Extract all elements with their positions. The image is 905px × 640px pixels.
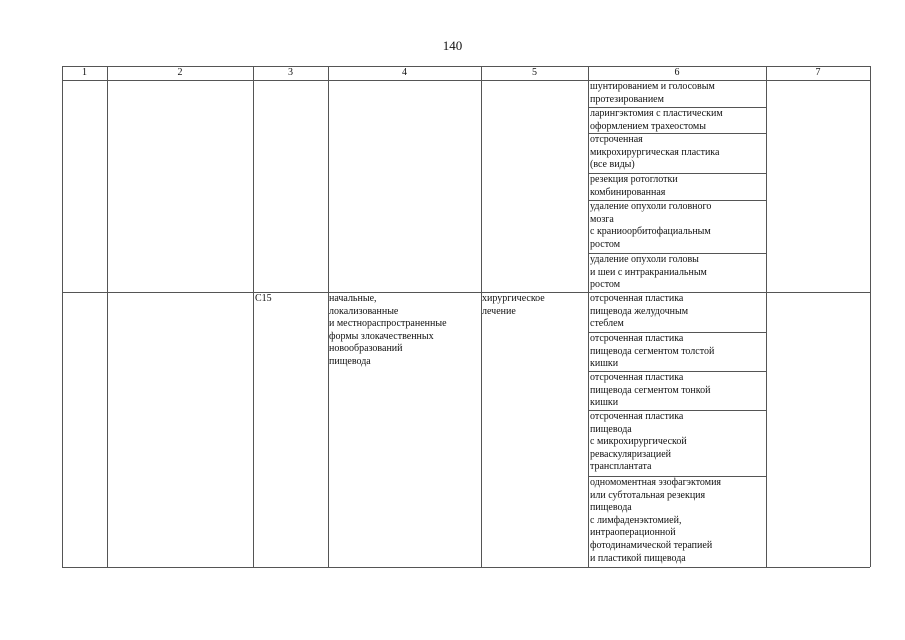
col-border xyxy=(62,66,63,567)
icd-code-cell: C15 xyxy=(255,293,272,304)
procedure-cell: отсроченная пластика пищевода сегментом тонкой кишки xyxy=(590,372,711,409)
procedure-cell: удаление опухоли головного мозга с краниоорбитофациальным ростом xyxy=(590,201,712,250)
procedure-cell: одномоментная эзофагэктомия или субтотальная резекция пищевода с лимфаденэктомией, интраоперационной фотодинамической терапией и пластикой пищевода xyxy=(590,477,722,564)
col-border xyxy=(766,66,767,567)
header-col-4: 4 xyxy=(402,67,407,78)
procedure-cell: удаление опухоли головы и шеи с интракраниальным ростом xyxy=(590,254,707,291)
header-col-2: 2 xyxy=(177,67,183,78)
procedure-cell: отсроченная пластика пищевода с микрохирургической реваскуляризацией трансплантата xyxy=(590,411,687,473)
header-col-6: 6 xyxy=(674,67,680,78)
header-col-7: 7 xyxy=(815,67,821,78)
procedure-cell: ларингэктомия с пластическим оформлением трахеостомы xyxy=(590,108,723,132)
header-col-1: 1 xyxy=(82,67,87,78)
page-number: 140 xyxy=(442,38,463,53)
col-border xyxy=(253,66,254,567)
col-border xyxy=(107,66,108,567)
header-col-3: 3 xyxy=(288,67,293,78)
table-bottom-border xyxy=(62,567,870,568)
treatment-type-cell: хирургическое лечение xyxy=(482,293,545,317)
procedure-cell: отсроченная пластика пищевода желудочным стеблем xyxy=(590,293,689,330)
header-col-5: 5 xyxy=(532,67,537,78)
procedure-cell: шунтированием и голосовым протезированием xyxy=(590,81,715,105)
procedure-cell: отсроченная пластика пищевода сегментом толстой кишки xyxy=(590,333,715,370)
procedure-cell: резекция ротоглотки комбинированная xyxy=(590,174,678,198)
diagnosis-cell: начальные, локализованные и местнораспространенные формы злокачественных новообразований пищевода xyxy=(329,293,447,367)
col-border xyxy=(588,66,589,567)
procedure-cell: отсроченная микрохирургическая пластика (все виды) xyxy=(590,134,720,171)
col-border xyxy=(870,66,871,567)
